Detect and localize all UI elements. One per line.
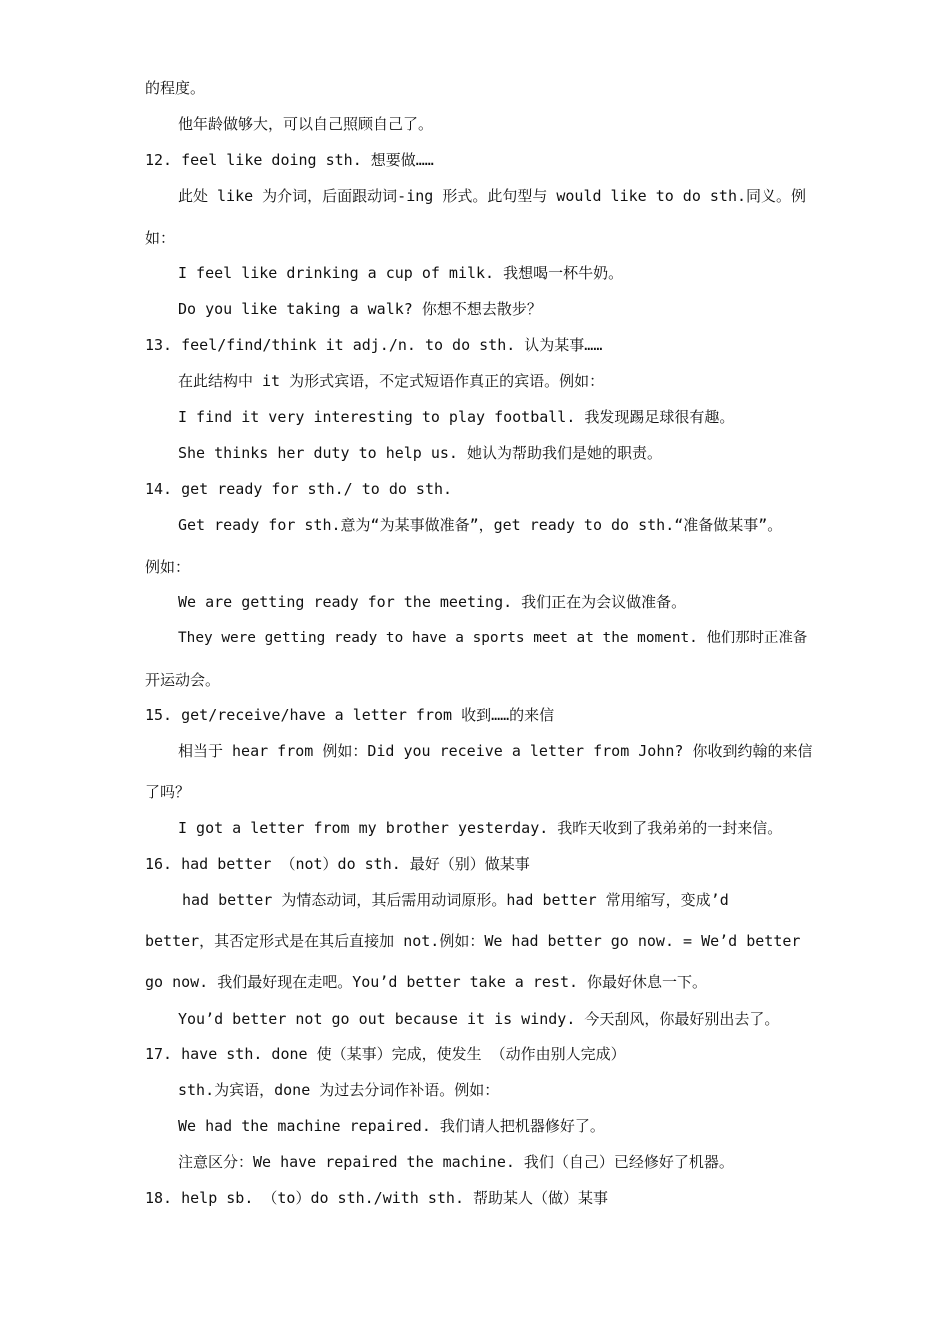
section-heading-12: 12. feel like doing sth. 想要做…… <box>145 151 434 169</box>
example-line: You’d better not go out because it is windy. 今天刮风，你最好别出去了。 <box>178 1010 780 1028</box>
text-line: 例如： <box>145 558 191 576</box>
example-line: We had the machine repaired. 我们请人把机器修好了。 <box>178 1117 605 1135</box>
example-line: I got a letter from my brother yesterday. 我昨天收到了我弟弟的一封来信。 <box>178 819 783 837</box>
example-line: I find it very interesting to play football. 我发现踢足球很有趣。 <box>178 408 735 426</box>
text-line: 的程度。 <box>145 79 206 97</box>
example-line: We are getting ready for the meeting. 我们正在为会议做准备。 <box>178 593 687 611</box>
example-line: I feel like drinking a cup of milk. 我想喝一杯牛奶。 <box>178 264 624 282</box>
section-heading-17: 17. have sth. done 使（某事）完成，使发生 （动作由别人完成） <box>145 1045 626 1063</box>
section-heading-16: 16. had better （not）do sth. 最好（别）做某事 <box>145 855 530 873</box>
example-line: They were getting ready to have a sports meet at the moment. 他们那时正准备 <box>178 630 808 646</box>
section-heading-18: 18. help sb. （to）do sth./with sth. 帮助某人（做）某事 <box>145 1189 609 1207</box>
text-line: sth.为宾语，done 为过去分词作补语。例如： <box>178 1081 500 1099</box>
section-heading-13: 13. feel/find/think it adj./n. to do sth. 认为某事…… <box>145 336 603 354</box>
text-line: 了吗？ <box>145 783 191 801</box>
text-line: 开运动会。 <box>145 671 221 689</box>
text-line: 他年龄做够大，可以自己照顾自己了。 <box>178 115 434 133</box>
text-line: had better 为情态动词，其后需用动词原形。had better 常用缩写，变成’d <box>182 891 729 909</box>
text-line: 相当于 hear from 例如：Did you receive a letter from John? 你收到约翰的来信 <box>178 742 813 760</box>
section-heading-14: 14. get ready for sth./ to do sth. <box>145 480 453 498</box>
text-line: 如： <box>145 229 176 247</box>
text-line: better，其否定形式是在其后直接加 not.例如：We had better go now. = We’d better <box>145 932 801 950</box>
example-line: 注意区分：We have repaired the machine. 我们（自己）已经修好了机器。 <box>178 1153 734 1171</box>
section-heading-15: 15. get/receive/have a letter from 收到……的来信 <box>145 706 555 724</box>
example-line: Do you like taking a walk? 你想不想去散步？ <box>178 300 542 318</box>
text-line: Get ready for sth.意为“为某事做准备”，get ready to do sth.“准备做某事”。 <box>178 516 783 534</box>
example-line: She thinks her duty to help us. 她认为帮助我们是她的职责。 <box>178 444 662 462</box>
text-line: 此处 like 为介词，后面跟动词-ing 形式。此句型与 would like to do sth.同义。例 <box>178 187 807 205</box>
text-line: go now. 我们最好现在走吧。You’d better take a rest. 你最好休息一下。 <box>145 973 708 991</box>
text-line: 在此结构中 it 为形式宾语，不定式短语作真正的宾语。例如： <box>178 372 605 390</box>
